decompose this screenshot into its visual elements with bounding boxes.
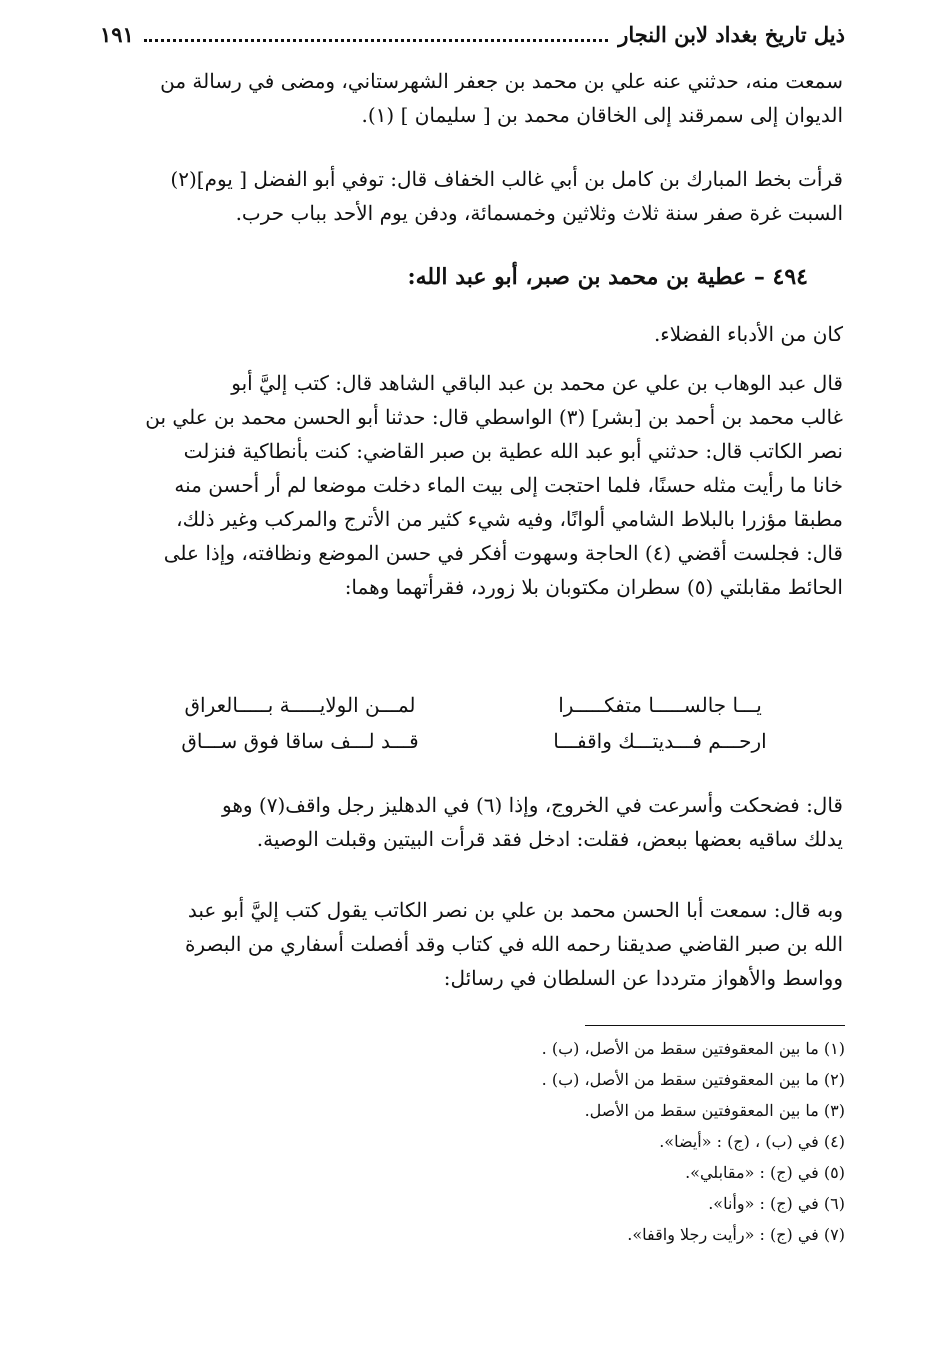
header-title: ذيل تاريخ بغداد لابن النجار: [618, 22, 845, 47]
running-header: [100, 22, 845, 52]
footnote-7: (٧) في (ج) : «رأيت رجلا واقفا».: [627, 1225, 845, 1244]
paragraph-4: قال عبد الوهاب بن علي عن محمد بن عبد الباقي الشاهد قال: كتب إليَّ أبو غالب محمد بن أحمد بن [بشر] (٣) الواسطي قال: حدثنا أبو الحسن محمد بن علي بن نصر الكاتب قال: حدثني أبو عبد الله عطية بن صبر القاضي: كنت بأنطاكية فنزلت خانا ما رأيت مثله حسنًا، فلما احتجت إلى بيت الماء دخلت موضعا لم أر أحسن منه مطبقا مؤزرا بالبلاط الشامي ألوانًا، وفيه شيء كثير من الأترج والمركب وغير ذلك، قال: فجلست أقضي (٤) الحاجة وسهوت أفكر في حسن الموضع ونظافته، وإذا على الحائط مقابلتي (٥) سطران مكتوبان بلا زورد، فقرأتهما وهما:: [145, 371, 843, 599]
header-dot-leader: [144, 27, 608, 42]
paragraph-1: سمعت منه، حدثني عنه علي بن محمد بن جعفر الشهرستاني، ومضى في رسالة من الديوان إلى سمرقند إلى الخاقان محمد بن [ سليمان ] (١).: [160, 69, 843, 127]
footnote-2: (٢) ما بين المعقوفتين سقط من الأصل، (ب) .: [541, 1070, 845, 1089]
poem-verse-2: [150, 723, 810, 759]
paragraph-6: وبه قال: سمعت أبا الحسن محمد بن علي بن نصر الكاتب يقول كتب إليَّ أبو عبد الله بن صبر القاضي صديقنا رحمه الله في كتاب وقد أفصلت أسفاري من البصرة وواسط والأهواز مترددا عن السلطان في رسائل:: [184, 898, 843, 990]
paragraph-2: قرأت بخط المبارك بن كامل بن أبي غالب الخفاف قال: توفي أبو الفضل [ يوم](٢) السبت غرة صفر سنة ثلاث وثلاثين وخمسمائة، ودفن يوم الأحد بباب حرب.: [170, 167, 843, 225]
footnote-5: (٥) في (ج) : «مقابلي».: [685, 1163, 845, 1182]
footnote-1: (١) ما بين المعقوفتين سقط من الأصل، (ب) .: [541, 1039, 845, 1058]
footnote-6: (٦) في (ج) : «وأنا».: [708, 1194, 845, 1213]
poem-verse-1-second-hemistich: لمـــن الولايـــــة بـــــالعراق: [184, 693, 416, 717]
page-number: ١٩١: [100, 22, 134, 47]
entry-heading: ٤٩٤ – عطية بن محمد بن صبر، أبو عبد الله:: [407, 264, 808, 290]
poem-verse-2-second-hemistich: قـــد لـــف ساقا فوق ســـاق: [181, 729, 419, 753]
footnotes: [400, 1033, 845, 1250]
footnote-separator: [585, 1025, 845, 1026]
paragraph-5: قال: فضحكت وأسرعت في الخروج، وإذا (٦) في الدهليز رجل واقف(٧) وهو يدلك ساقيه بعضها ببعض، فقلت: ادخل فقد قرأت البيتين وقبلت الوصية.: [222, 793, 843, 851]
poem-verse-1: [150, 687, 810, 723]
footnote-4: (٤) في (ب) ، (ج) : «أيضا».: [659, 1132, 845, 1151]
poem-verse-2-first-hemistich: ارحـــم فـــديتـــك واقفـــا: [553, 729, 767, 753]
poem-verse-1-first-hemistich: يـــا جالســـــا متفكـــــرا: [558, 693, 762, 717]
paragraph-3: كان من الأدباء الفضلاء.: [653, 322, 843, 346]
poem: [150, 687, 810, 759]
footnote-3: (٣) ما بين المعقوفتين سقط من الأصل.: [584, 1101, 845, 1120]
